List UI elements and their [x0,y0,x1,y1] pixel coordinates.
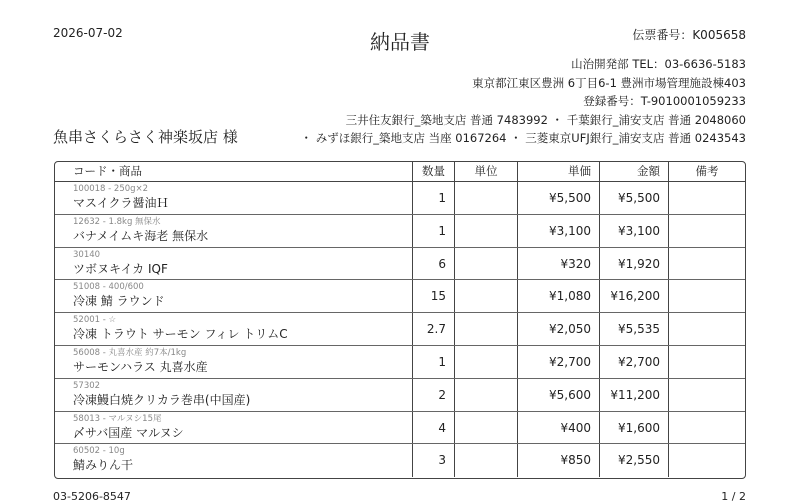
item-qty: 15 [413,280,455,312]
item-amount: ¥2,550 [600,444,669,477]
table-header [55,162,745,182]
item-qty: 4 [413,412,455,444]
item-amount: ¥11,200 [600,379,669,411]
item-price: ¥5,500 [518,182,600,214]
item-price: ¥2,700 [518,346,600,378]
item-amount: ¥5,500 [600,182,669,214]
item-unit [455,379,518,411]
item-code: 52001 - ☆ [73,315,117,326]
sender-line: ・ みずほ銀行_築地支店 当座 0167264 ・ 三菱東京UFJ銀行_浦安支店 普通 0243543 [300,131,746,145]
item-name: バナメイムキ海老 無保水 [73,228,209,243]
item-note [669,346,745,378]
document-date: 2026-07-02 [53,26,123,40]
item-code: 51008 - 400/600 [73,282,144,293]
sender-line: 登録番号：T-9010001059233 [583,94,746,108]
item-qty: 1 [413,182,455,214]
item-unit [455,280,518,312]
item-cell [55,444,413,477]
item-unit [455,346,518,378]
sender-line: 東京都江東区豊洲 6丁目6-1 豊洲市場管理施設棟403 [472,75,746,90]
item-price: ¥320 [518,248,600,280]
page-number: 1 / 2 [721,490,746,503]
item-qty: 2.7 [413,313,455,345]
item-cell [55,215,413,247]
item-note [669,379,745,411]
item-cell [55,346,413,378]
item-price: ¥400 [518,412,600,444]
header-unit: 単位 [455,162,518,181]
item-code: 58013 - マルヌシ15尾 [73,413,162,424]
document-title: 納品書 [370,30,430,54]
item-qty: 1 [413,215,455,247]
item-cell [55,280,413,312]
item-unit [455,444,518,477]
table-row [55,313,745,346]
item-code: 30140 [73,249,101,260]
item-qty: 6 [413,248,455,280]
header-price: 単価 [518,162,600,181]
item-name: 冷凍 トラウト サーモン フィレ トリムC [73,327,288,342]
header-note: 備考 [695,164,719,178]
item-unit [455,412,518,444]
item-unit [455,248,518,280]
header-name: コード・商品 [55,162,413,181]
item-name: 冷凍鰻白焼クリカラ巻串(中国産) [73,392,251,407]
item-code: 100018 - 250g×2 [73,184,149,194]
table-row [55,215,745,248]
item-amount: ¥1,920 [600,248,669,280]
items-table [54,161,746,479]
sender-line: 三井住友銀行_築地支店 普通 7483992 ・ 千葉銀行_浦安支店 普通 2048060 [345,112,746,127]
item-code: 56008 - 丸喜水産 約7本/1kg [73,347,187,358]
slip-number: 伝票番号：K005658 [632,28,746,42]
customer-name: 魚串さくらさく神楽坂店 様 [53,128,238,146]
sender-block [286,55,746,148]
item-note [669,280,745,312]
item-amount: ¥1,600 [600,412,669,444]
item-unit [455,182,518,214]
item-qty: 2 [413,379,455,411]
item-note [669,215,745,247]
item-amount: ¥5,535 [600,313,669,345]
item-name: マスイクラ醤油Ｈ [73,196,169,210]
item-amount: ¥16,200 [600,280,669,312]
item-name: ツボヌキイカ IQF [73,261,168,276]
item-unit [455,313,518,345]
item-price: ¥850 [518,444,600,477]
item-note [669,182,745,214]
header-qty: 数量 [413,162,455,181]
item-amount: ¥3,100 [600,215,669,247]
table-row [55,248,745,281]
footer-tel: 03-5206-8547 [53,490,131,503]
item-cell [55,248,413,280]
item-price: ¥3,100 [518,215,600,247]
item-code: 57302 [73,380,101,391]
item-qty: 1 [413,346,455,378]
item-cell [55,182,413,214]
table-row [55,379,745,412]
item-price: ¥2,050 [518,313,600,345]
item-cell [55,313,413,345]
item-price: ¥1,080 [518,280,600,312]
item-price: ¥5,600 [518,379,600,411]
table-body [55,182,745,477]
table-row [55,346,745,379]
item-name: 冷凍 鯖 ラウンド [73,294,165,309]
table-row [55,412,745,445]
item-note [669,412,745,444]
item-qty: 3 [413,444,455,477]
item-name: 〆サバ国産 マルヌシ [73,425,184,440]
item-note [669,248,745,280]
item-code: 12632 - 1.8kg 無保水 [73,216,161,227]
item-name: サーモンハラス 丸喜水産 [73,359,208,374]
table-row [55,444,745,477]
item-unit [455,215,518,247]
item-cell [55,379,413,411]
item-cell [55,412,413,444]
sender-line: 山治開発部 TEL：03-6636-5183 [571,57,746,71]
item-amount: ¥2,700 [600,346,669,378]
item-code: 60502 - 10g [73,446,125,457]
item-note [669,444,745,477]
header-amount: 金額 [600,162,669,181]
table-row [55,280,745,313]
item-name: 鯖みりん干 [73,458,134,473]
table-row [55,182,745,215]
item-note [669,313,745,345]
